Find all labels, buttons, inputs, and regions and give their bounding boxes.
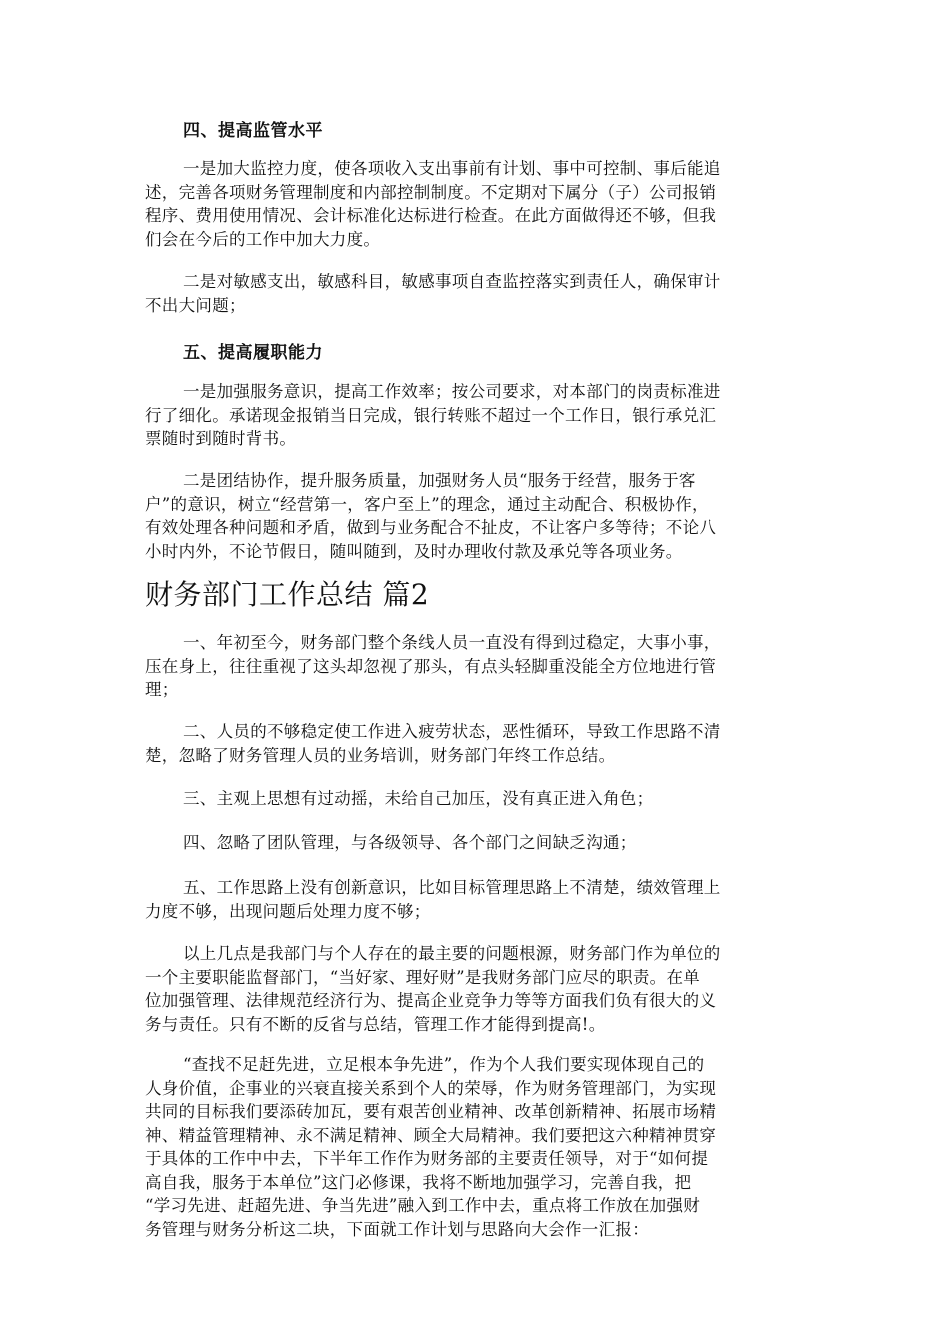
text-line: 不出大问题； bbox=[145, 295, 246, 315]
text-line: 们会在今后的工作中加大力度。 bbox=[145, 229, 381, 249]
text-line: 务管理与财务分析这二块，下面就工作计划与思路向大会作一汇报： bbox=[145, 1219, 649, 1239]
text-line: 高自我，服务于本单位”这门必修课，我将不断地加强学习，完善自我，把 bbox=[145, 1172, 692, 1192]
text-line: 小时内外，不论节假日，随叫随到，及时办理收付款及承兑等各项业务。 bbox=[145, 541, 683, 561]
paragraph-problem-1 bbox=[145, 631, 807, 702]
text-line: 二是对敏感支出，敏感科目，敏感事项自查监控落实到责任人，确保审计 bbox=[183, 272, 721, 291]
text-line: 五、工作思路上没有创新意识，比如目标管理思路上不清楚，绩效管理上 bbox=[183, 878, 721, 897]
text-line: 楚，忽略了财务管理人员的业务培训，财务部门年终工作总结。 bbox=[145, 745, 616, 765]
text-line: 二是团结协作，提升服务质量，加强财务人员“服务于经营，服务于客 bbox=[183, 471, 696, 490]
text-line: 人身价值，企事业的兴衰直接关系到个人的荣辱，作为财务管理部门，为实现 bbox=[145, 1078, 717, 1098]
text-line: 神、精益管理精神、永不满足精神、顾全大局精神。我们要把这六种精神贯穿 bbox=[145, 1125, 717, 1145]
section-heading-5: 五、提高履职能力 bbox=[183, 343, 323, 363]
text-line: 述，完善各项财务管理制度和内部控制制度。不定期对下属分（子）公司报销 bbox=[145, 182, 717, 202]
text-line: 务与责任。只有不断的反省与总结，管理工作才能得到提高!。 bbox=[145, 1014, 606, 1034]
text-line: 四、忽略了团队管理，与各级领导、各个部门之间缺乏沟通； bbox=[183, 833, 637, 852]
paragraph-problem-2 bbox=[145, 720, 807, 767]
text-line: 二、人员的不够稳定使工作进入疲劳状态，恶性循环，导致工作思路不清 bbox=[183, 722, 721, 741]
paragraph-problem-4 bbox=[145, 831, 807, 855]
text-line: 行了细化。承诺现金报销当日完成，银行转账不超过一个工作日，银行承兑汇 bbox=[145, 405, 717, 425]
text-line: 程序、费用使用情况、会计标准化达标进行检查。在此方面做得还不够，但我 bbox=[145, 206, 717, 225]
text-line: 力度不够，出现问题后处理力度不够； bbox=[145, 901, 431, 921]
paragraph-problem-5 bbox=[145, 876, 807, 923]
text-line: 以上几点是我部门与个人存在的最主要的问题根源，财务部门作为单位的 bbox=[183, 944, 721, 963]
paragraph-monitoring-1 bbox=[145, 157, 807, 251]
text-line: 票随时到随时背书。 bbox=[145, 429, 297, 448]
paragraph-spirit bbox=[145, 1053, 807, 1241]
text-line: 一是加大监控力度，使各项收入支出事前有计划、事中可控制、事后能追 bbox=[183, 159, 721, 178]
paragraph-monitoring-2 bbox=[145, 270, 807, 317]
paragraph-capability-1 bbox=[145, 380, 807, 451]
article-title: 财务部门工作总结 篇2 bbox=[145, 578, 430, 611]
text-line: 一是加强服务意识，提高工作效率；按公司要求，对本部门的岗责标准进 bbox=[183, 382, 721, 401]
text-line: “学习先进、赶超先进、争当先进”融入到工作中去，重点将工作放在加强财 bbox=[145, 1196, 701, 1215]
paragraph-capability-2 bbox=[145, 469, 807, 563]
paragraph-summary bbox=[145, 942, 807, 1036]
text-line: 一、年初至今，财务部门整个条线人员一直没有得到过稳定，大事小事， bbox=[183, 633, 721, 652]
text-line: 三、主观上思想有过动摇，未给自己加压，没有真正进入角色； bbox=[183, 789, 654, 808]
section-heading-4: 四、提高监管水平 bbox=[183, 121, 323, 141]
text-line: 一个主要职能监督部门，“当好家、理好财”是我财务部门应尽的职责。在单 bbox=[145, 967, 701, 987]
text-line: 户”的意识，树立“经营第一，客户至上”的理念，通过主动配合、积极协作， bbox=[145, 494, 709, 514]
text-line: 共同的目标我们要添砖加瓦，要有艰苦创业精神、改革创新精神、拓展市场精 bbox=[145, 1102, 717, 1121]
text-line: 位加强管理、法律规范经济行为、提高企业竞争力等等方面我们负有很大的义 bbox=[145, 991, 717, 1010]
paragraph-problem-3 bbox=[145, 787, 807, 811]
text-line: 压在身上，往往重视了这头却忽视了那头，有点头轻脚重没能全方位地进行管 bbox=[145, 656, 717, 676]
text-line: 有效处理各种问题和矛盾，做到与业务配合不扯皮，不让客户多等待；不论八 bbox=[145, 518, 717, 537]
text-line: 理； bbox=[145, 680, 179, 699]
text-line: 于具体的工作中中去，下半年工作作为财务部的主要责任领导，对于“如何提 bbox=[145, 1149, 709, 1168]
text-line: “查找不足赶先进，立足根本争先进”，作为个人我们要实现体现自己的 bbox=[183, 1055, 705, 1074]
